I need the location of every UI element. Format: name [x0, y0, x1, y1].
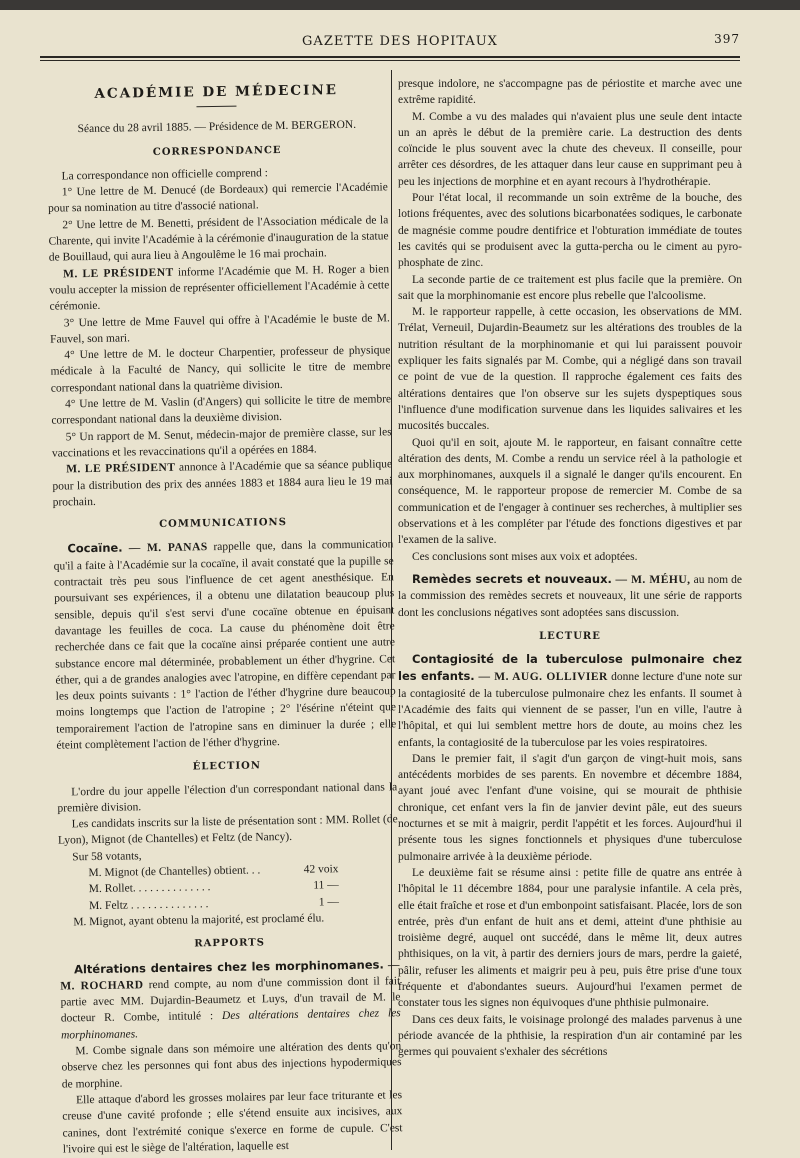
paragraph: Sur 58 votants,: [72, 850, 142, 864]
paragraph: 2° Une lettre de M. Benetti, président de l'Association médicale de la Charente, qui invite l'Académie à la cérémonie d'inauguration de la statue de Bouillaud, qui aura lieu à Angoulême le 16 mai prochain.: [48, 214, 389, 265]
heading-rapports: RAPPORTS: [194, 937, 266, 950]
paragraph: presque indolore, ne s'accompagne pas de périostite et marche avec une extrême rapidité.: [398, 78, 742, 107]
paragraph: Les candidats inscrits sur la liste de présentation sont : MM. Rollet (de Lyon), Mignot (de Chantelles) et Feltz (de Nancy).: [57, 813, 398, 848]
page-top-border: [0, 0, 800, 10]
article-author: — M. MÉHU,: [611, 573, 691, 586]
paragraph: Pour l'état local, il recommande un soin extrême de la bouche, des lotions fréquentes, avec des solutions bicarbonatées sodiques, le carbonate de magnésie comme poudre dentifrice et l'obturation immédiate de toutes les cavités qui se produisent avec la gutta-percha ou le ciment au pyro-phosphate de zinc.: [398, 192, 742, 270]
seance-line: Séance du 28 avril 1885. — Présidence de M. BERGERON.: [77, 119, 357, 136]
right-column: [398, 76, 742, 1061]
paragraph: L'ordre du jour appelle l'élection d'un correspondant national dans la première division.: [57, 780, 398, 815]
heading-election: ÉLECTION: [192, 760, 262, 773]
header-rule: [40, 56, 740, 58]
heading-lecture: LECTURE: [539, 630, 601, 642]
article-title: Cocaïne.: [67, 540, 123, 556]
paragraph-text: au nom de la commission des remèdes secrets et nouveaux, lit une série de rapports dont les conclusions négatives sont adoptées sans discussion.: [398, 573, 742, 619]
article-title: Altérations dentaires chez les morphinomanes.: [73, 957, 384, 976]
speaker-name: M. LE PRÉSIDENT: [66, 461, 176, 476]
page-number: 397: [714, 32, 740, 46]
paragraph-text: rappelle que, dans la communication qu'il a faite à l'Académie sur la cocaïne, il avait constaté que la pupille se contractait très peu sous l'influence de cet agent anesthésique. En poursuivant ses expériences, il a obtenu une dilatation beaucoup plus sensible, depuis qu'il s'est servi d'une cocaïne obtenue en épuisant davantage les feuilles de coca. La cause du phénomène doit être recherchée dans ce fait que la cocaïne ainsi préparée contient une autre substance encore mal déterminée, probablement un éther d'hygrine. Cet éther, qui a de grandes analogies avec l'atropine, en diffère cependant par les deux points suivants : 1° l'action de l'éther d'hygrine dure beaucoup moins longtemps que l'action de l'atropine ; 2° l'ésérine n'éteint que temporairement l'action de l'atropine sans en diminuer la durée ; elle éteint complètement l'action de l'éther d'hygrine.: [53, 538, 397, 752]
candidate: M. Mignot (de Chantelles) obtient. . .: [88, 864, 261, 880]
article-author: — M. ROCHARD: [60, 958, 401, 993]
vote-count: 42 voix: [303, 863, 339, 876]
article-author: — M. PANAS: [122, 541, 208, 555]
title-rule: [196, 106, 236, 108]
paragraph: Quoi qu'il en soit, ajoute M. le rapporteur, en faisant connaître cette altération des dents, M. Combe a rendu un service réel à la pathologie et aux morphinomanes, auxquels il a signalé le danger qu'ils encourent. En conséquence, M. le rapporteur propose de remercier M. Combe de sa communication et de l'engager à continuer ses recherches, à multiplier ses observations et à les compléter par l'étude des fonctions digestives et par l'examen de la salive.: [398, 436, 742, 547]
vote-count: 11 —: [313, 879, 339, 892]
paragraph: M. le rapporteur rappelle, à cette occasion, les observations de MM. Trélat, Verneuil, Dujardin-Beaumetz sur les altérations des troubles de la nutrition résultant de la morphinomanie et qui lui paraissent pouvoir expliquer les faits signalés par M. Combe, qui a négligé dans son travail ce point de vue de la question. Il rapproche également ces faits des altérations dentaires que l'on observe sur les sujets dyspeptiques sous l'influence d'une modification survenue dans les liquides salivaires et les mucosités buccales.: [398, 306, 742, 433]
article-author: — M. AUG. OLLIVIER: [474, 671, 608, 684]
paragraph: [52, 457, 393, 511]
paragraph: 3° Une lettre de Mme Fauvel qui offre à l'Académie le buste de M. Fauvel, son mari.: [50, 311, 390, 346]
paragraph: 4° Une lettre de M. le docteur Charpentier, professeur de physique médicale à la Faculté de Nancy, qui sollicite le titre de membre correspondant national dans la quatrième division.: [50, 344, 391, 395]
paragraph: [60, 956, 401, 1044]
paragraph-text: informe l'Académie que M. H. Roger a bien voulu accepter la mission de représenter officiellement l'Académie à cette cérémonie.: [49, 262, 390, 313]
article-title: Remèdes secrets et nouveaux.: [412, 571, 612, 586]
page-header: [60, 34, 740, 54]
candidate: M. Feltz . . . . . . . . . . . . . .: [88, 897, 209, 912]
paragraph-text: annonce à l'Académie que sa séance publique pour la distribution des prix des années 1883 et 1884 aura lieu le 19 mai prochain.: [52, 458, 393, 509]
candidate: M. Rollet. . . . . . . . . . . . . .: [88, 881, 211, 896]
paragraph: [53, 536, 396, 754]
left-column: [46, 73, 403, 1157]
paragraph-text: donne lecture d'une note sur la contagiosité de la tuberculose pulmonaire chez les enfants. Il soumet à l'Académie des faits qui viennent de se passer, l'un en ville, l'autre à l'hôpital, et qui lui semblent mettre hors de doute, au moins chez les enfants, la contagiosité de la tuberculose par les voies respiratoires.: [398, 671, 742, 749]
article-title: Contagiosité de la tuberculose pulmonaire chez les enfants.: [398, 652, 742, 684]
paragraph: La seconde partie de ce traitement est plus facile que la première. On sait que la morphinomanie est encore plus rebelle que l'alcoolisme.: [398, 273, 742, 302]
section-title-academie: ACADÉMIE DE MÉDECINE: [94, 82, 339, 102]
paragraph: 4° Une lettre de M. Vaslin (d'Angers) qui sollicite le titre de membre correspondant national dans la deuxième division.: [51, 393, 392, 427]
paragraph: [49, 261, 390, 315]
heading-correspondance: CORRESPONDANCE: [152, 144, 282, 158]
paragraph: La correspondance non officielle comprend :: [61, 167, 269, 183]
paragraph: Ces conclusions sont mises aux voix et adoptées.: [412, 550, 638, 563]
paragraph: 5° Un rapport de M. Senut, médecin-major de première classe, sur les vaccinations et les revaccinations qu'il a opérées en 1884.: [51, 425, 392, 460]
paragraph: Dans le premier fait, il s'agit d'un garçon de vingt-huit mois, sans antécédents morbides de ses parents. En novembre et décembre 1884, ayant joué avec l'enfant d'une voisine, qui se mourait de phthisie chronique, cet enfant vers la fin de janvier devint pâle, eut des sueurs nocturnes et se mit à maigrir, perdit l'appétit et les forces. Aujourd'hui il présente tous les signes fonctionnels et physiques d'une tuberculose pulmonaire arrivée à la deuxième période.: [398, 752, 742, 863]
journal-title: GAZETTE DES HOPITAUX: [302, 34, 498, 49]
vote-count: 1 —: [318, 895, 340, 909]
paragraph: Dans ces deux faits, le voisinage prolongé des malades parvenus à une période avancée de la phthisie, la respiration d'un air contaminé par les germes qui pouvaient s'exhaler des sécrétions: [398, 1013, 742, 1059]
paragraph: [398, 651, 742, 751]
paragraph: [398, 571, 742, 621]
paragraph: M. Combe a vu des malades qui n'avaient plus une seule dent intacte un an après le début de la première carie. La destruction des dents coïncide le plus souvent avec la chute des cheveux. Il conseille, pour arrêter ces désordres, de les attaquer dans leur cause en supprimant peu à peu les injections de morphine et en ayant recours à l'hydrothérapie.: [398, 110, 742, 188]
paragraph: M. Mignot, ayant obtenu la majorité, est proclamé élu.: [73, 912, 325, 929]
heading-communications: COMMUNICATIONS: [159, 517, 287, 531]
paragraph-text: rend compte, au nom d'une commission dont il fait partie avec MM. Dujardin-Beaumetz et Luys, d'un travail de M. le docteur R. Combe, intitulé :: [60, 975, 401, 1025]
speaker-name: M. LE PRÉSIDENT: [62, 266, 174, 281]
paragraph: M. Combe signale dans son mémoire une altération des dents qu'on observe chez les personnes qui font abus des injections hypodermiques de morphine.: [61, 1040, 402, 1091]
paragraph: Elle attaque d'abord les grosses molaires par leur face triturante et les creuse d'une cavité profonde ; elle s'étend ensuite aux incisives, aux canines, dont l'extrémité conique s'exerce en forme de cupule. C'est l'ivoire qui est le siège de l'altération, laquelle est: [62, 1089, 403, 1156]
work-title: Des altérations dentaires chez les morphinomanes.: [60, 1007, 401, 1042]
paragraph: Le deuxième fait se résume ainsi : petite fille de quatre ans entrée à l'hôpital le 11 décembre 1884, pour une paralysie infantile. A cela près, elle était fraîche et rose et d'un embonpoint satisfaisant. Placée, lors de son entrée, près d'un enfant de huit ans et demi, atteint d'une phthisie au troisième degré, auquel ont succédé, dans le même lit, deux autres phthisiques, on la vit, à partir des derniers jours de mars, perdre la gaieté, pâlir, refuser les aliments et maigrir peu à peu, puis être prise d'une toux fréquente et d'abondantes sueurs. Aujourd'hui l'examen permet de constater tous les signes non équivoques d'une phthisie pulmonaire.: [398, 866, 742, 1010]
paragraph: 1° Une lettre de M. Denucé (de Bordeaux) qui remercie l'Académie pour sa nomination au titre d'associé national.: [47, 181, 388, 216]
header-rule-thin: [40, 60, 740, 61]
